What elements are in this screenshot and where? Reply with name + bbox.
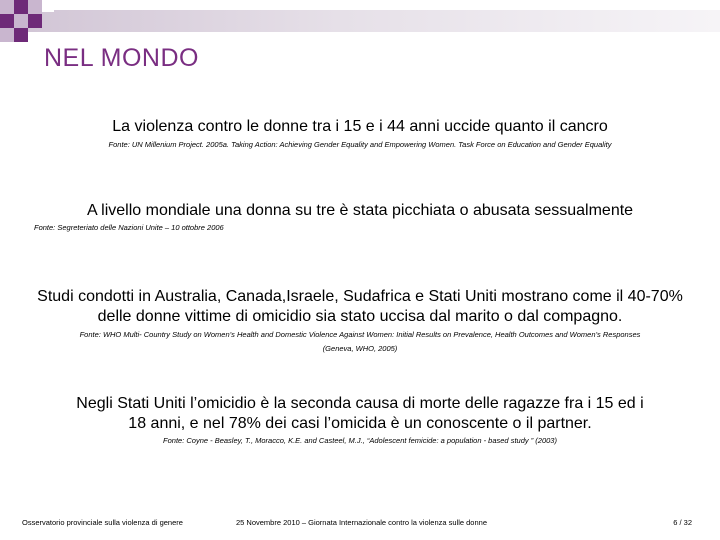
statement-text-line-1: Negli Stati Uniti l’omicidio è la seconda causa di morte delle ragazze fra i 15 ed i xyxy=(76,395,644,412)
statement-source: Fonte: Coyne - Beasley, T., Moracco, K.E. and Casteel, M.J., “Adolescent femicide: a population - based study ” (2003) xyxy=(163,436,557,445)
statement-text-line-2: 18 anni, e nel 78% dei casi l’omicida è un conoscente o il partner. xyxy=(128,415,592,432)
statement-3 xyxy=(0,287,720,356)
statement-2 xyxy=(0,201,720,235)
statement-text: A livello mondiale una donna su tre è stata picchiata o abusata sessualmente xyxy=(86,202,634,219)
statement-text: La violenza contro le donne tra i 15 e i 44 anni uccide quanto il cancro xyxy=(112,118,608,135)
statement-1 xyxy=(0,117,720,152)
statement-4 xyxy=(0,394,720,448)
statement-source: Fonte: UN Millenium Project. 2005a. Taking Action: Achieving Gender Equality and Empowering Women. Task Force on Education and Gender Equality xyxy=(108,140,612,149)
page-number: 6 / 32 xyxy=(673,518,692,527)
slide-title: NEL MONDO xyxy=(44,44,199,72)
header-gradient-bar xyxy=(28,10,720,32)
statement-source: Fonte: Segreteriato delle Nazioni Unite – 10 ottobre 2006 xyxy=(34,223,224,232)
footer-organization: Osservatorio provinciale sulla violenza di genere xyxy=(22,518,183,527)
statement-source-line-1: Fonte: WHO Multi- Country Study on Women’s Health and Domestic Violence Against Women: Initial Results on Prevalence, Health Outcomes and Women’s Responses xyxy=(79,330,641,339)
statement-text-line-1: Studi condotti in Australia, Canada,Israele, Sudafrica e Stati Uniti mostrano come il 40-70% xyxy=(37,288,683,305)
statement-source-line-2: (Geneva, WHO, 2005) xyxy=(322,344,398,353)
footer-event: 25 Novembre 2010 – Giornata Internazionale contro la violenza sulle donne xyxy=(236,518,487,527)
statement-text-line-2: delle donne vittime di omicidio sia stato uccisa dal marito o dal compagno. xyxy=(97,308,623,325)
